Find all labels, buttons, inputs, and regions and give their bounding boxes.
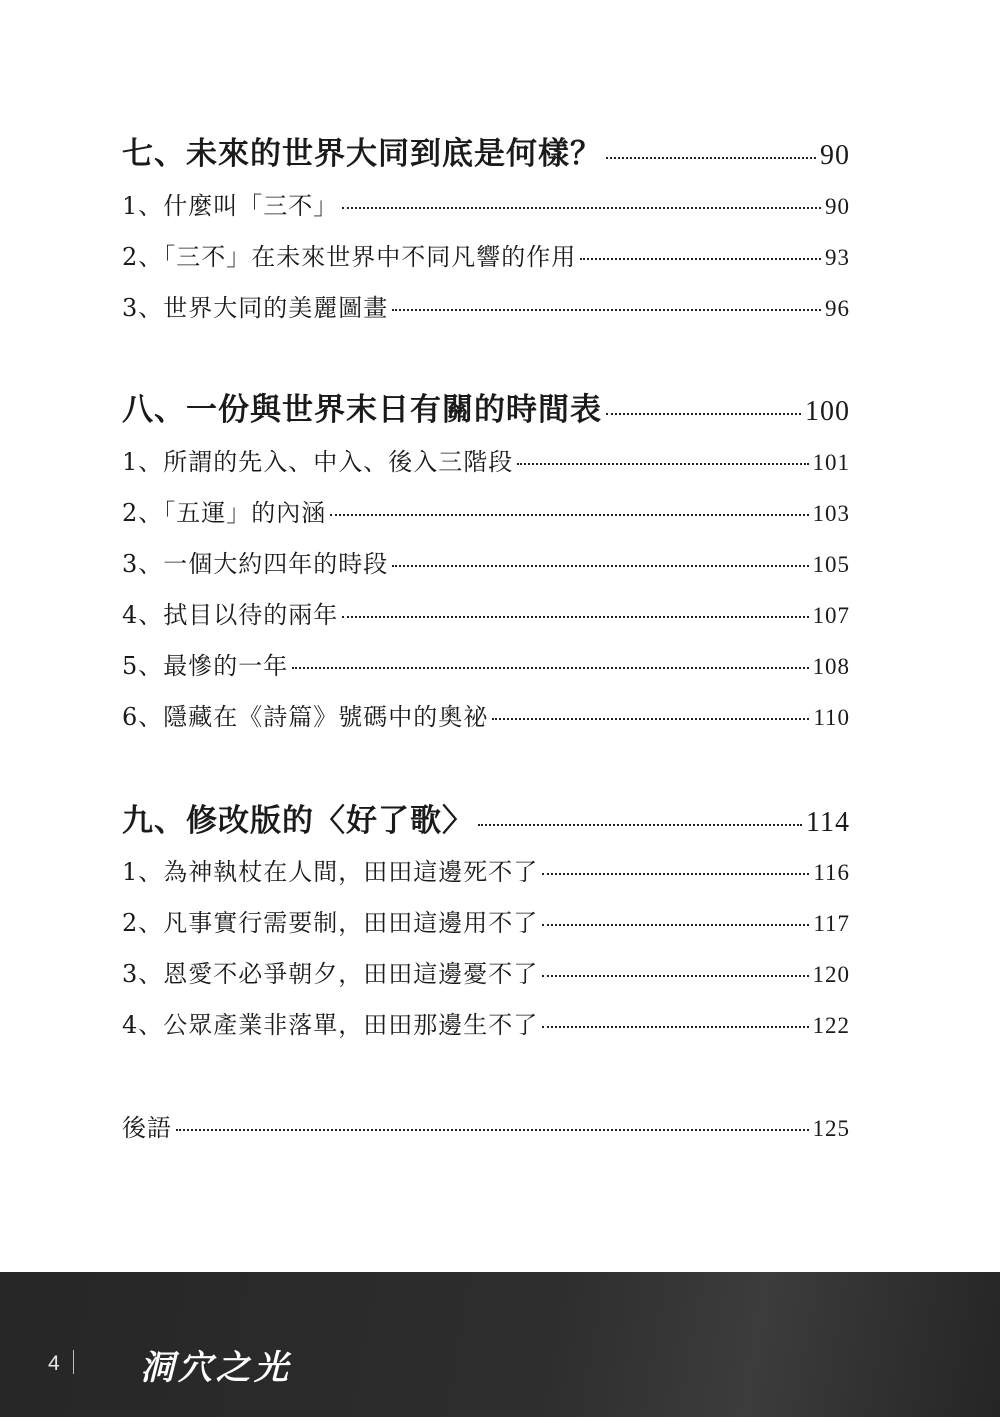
page-number: 110 xyxy=(813,705,850,730)
dot-leader xyxy=(542,975,808,977)
footer-divider xyxy=(73,1350,74,1374)
page-number: 114 xyxy=(806,807,850,838)
item-title: 4、拭目以待的兩年 xyxy=(122,601,339,629)
item-title: 1、所謂的先入、中入、後入三階段 xyxy=(122,448,514,476)
toc-chapter-9 xyxy=(122,795,850,840)
toc-item xyxy=(122,954,850,989)
dot-leader xyxy=(392,565,808,567)
page-number: 101 xyxy=(812,450,850,475)
dot-leader xyxy=(492,718,809,720)
page-number: 100 xyxy=(805,396,850,427)
toc-item xyxy=(122,288,850,323)
dot-leader xyxy=(330,514,808,516)
dot-leader xyxy=(478,824,802,826)
toc-item xyxy=(122,903,850,938)
toc-item xyxy=(122,852,850,887)
page-number: 125 xyxy=(812,1116,850,1141)
dot-leader xyxy=(176,1129,809,1131)
item-title: 3、恩愛不必爭朝夕，田田這邊憂不了 xyxy=(122,960,539,988)
page-number: 105 xyxy=(812,552,850,577)
chapter-title: 八、一份與世界末日有關的時間表 xyxy=(122,392,602,428)
toc-epilogue xyxy=(122,1108,850,1143)
dot-leader xyxy=(542,1026,808,1028)
dot-leader xyxy=(392,309,821,311)
item-title: 2、凡事實行需要制，田田這邊用不了 xyxy=(122,909,539,937)
page-number: 90 xyxy=(825,194,850,219)
page-number: 93 xyxy=(825,245,850,270)
chapter-title: 七、未來的世界大同到底是何樣？ xyxy=(122,136,602,172)
item-title: 5、最慘的一年 xyxy=(122,652,289,680)
item-title: 6、隱藏在《詩篇》號碼中的奧祕 xyxy=(122,703,489,731)
page-number: 107 xyxy=(812,603,850,628)
page-footer xyxy=(0,1272,1000,1417)
dot-leader xyxy=(342,207,821,209)
toc-item xyxy=(122,595,850,630)
page-number: 103 xyxy=(812,501,850,526)
dot-leader xyxy=(517,463,808,465)
chapter-title: 九、修改版的〈好了歌〉 xyxy=(122,803,474,839)
toc-item xyxy=(122,1005,850,1040)
page-number: 90 xyxy=(820,140,850,171)
item-title: 1、什麼叫「三不」 xyxy=(122,192,339,220)
dot-leader xyxy=(606,413,801,415)
toc-chapter-7 xyxy=(122,128,850,173)
item-title: 1、為神執杖在人間，田田這邊死不了 xyxy=(122,858,539,886)
page-number: 122 xyxy=(812,1013,850,1038)
page-number: 96 xyxy=(825,296,850,321)
item-title: 4、公眾產業非落單，田田那邊生不了 xyxy=(122,1011,539,1039)
item-title: 3、世界大同的美麗圖畫 xyxy=(122,294,389,322)
page-number: 108 xyxy=(812,654,850,679)
toc-item xyxy=(122,646,850,681)
dot-leader xyxy=(542,873,809,875)
footer-page-number: 4 xyxy=(48,1352,60,1375)
dot-leader xyxy=(580,258,821,260)
item-title: 後語 xyxy=(122,1114,172,1142)
dot-leader xyxy=(606,157,816,159)
toc-chapter-8 xyxy=(122,384,850,429)
book-title: 洞穴之光 xyxy=(140,1348,292,1388)
toc-item xyxy=(122,493,850,528)
toc-item xyxy=(122,237,850,272)
toc-item xyxy=(122,544,850,579)
item-title: 3、一個大約四年的時段 xyxy=(122,550,389,578)
page-number: 120 xyxy=(812,962,850,987)
dot-leader xyxy=(292,667,808,669)
toc-item xyxy=(122,442,850,477)
dot-leader xyxy=(542,924,809,926)
item-title: 2、「三不」在未來世界中不同凡響的作用 xyxy=(122,243,577,271)
toc-item xyxy=(122,186,850,221)
item-title: 2、「五運」的內涵 xyxy=(122,499,327,527)
dot-leader xyxy=(342,616,808,618)
toc-item xyxy=(122,697,850,732)
page-number: 117 xyxy=(813,911,850,936)
page-number: 116 xyxy=(813,860,850,885)
